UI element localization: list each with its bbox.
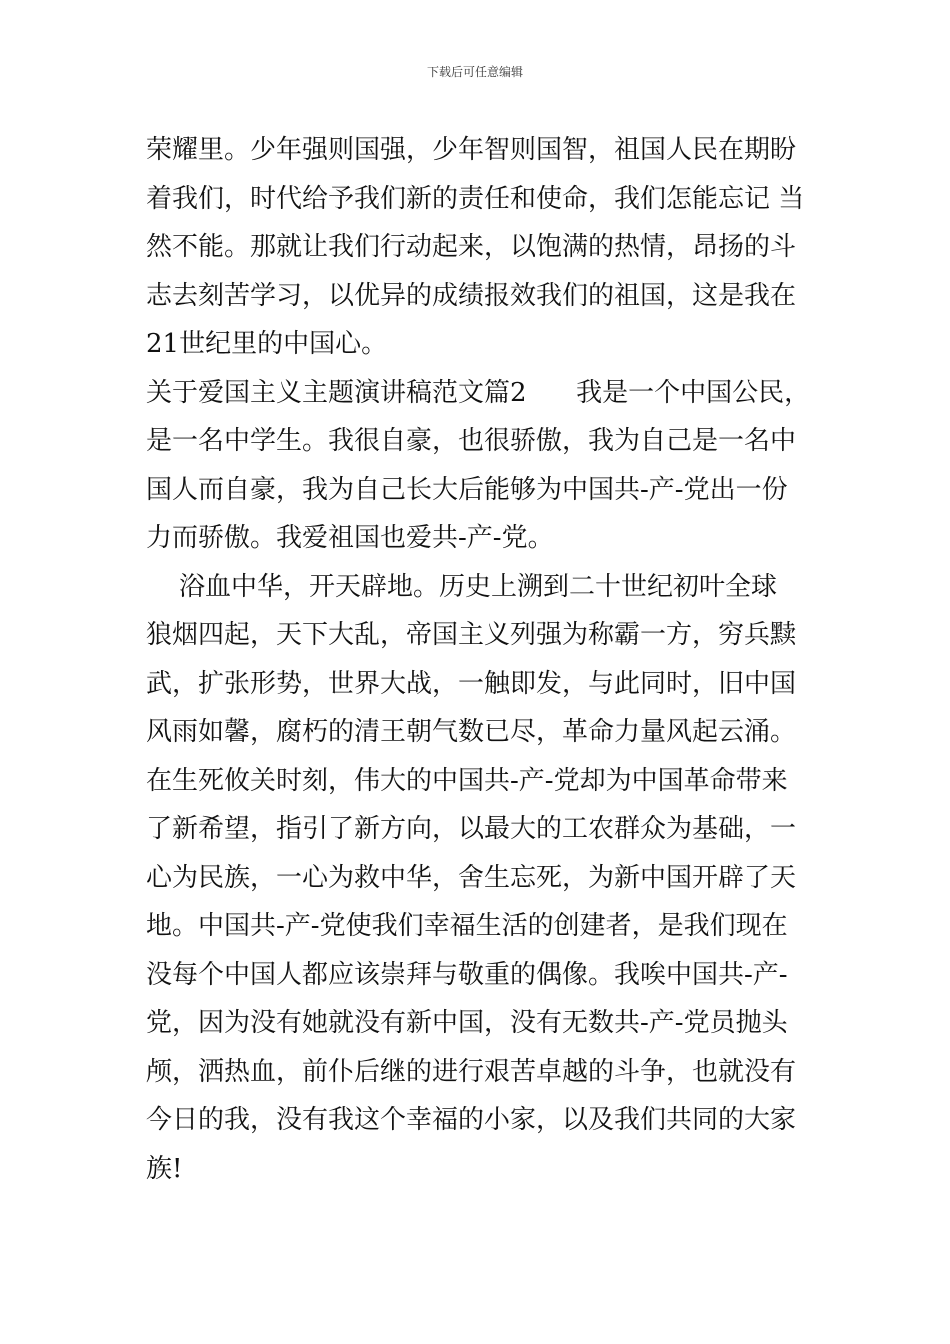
paragraph-start-line: 浴血中华，开天辟地。历史上溯到二十世纪初叶全球 [146, 571, 778, 602]
text-line: 荣耀里。少年强则国强，少年智则国智，祖国人民在期盼 [146, 135, 797, 165]
text-line: 着我们，时代给予我们新的责任和使命，我们怎能忘记 当 [146, 183, 805, 214]
text-line: 了新希望，指引了新方向，以最大的工农群众为基础，一 [146, 814, 797, 844]
text-line: 21世纪里的中国心。 [146, 329, 388, 359]
text-line: 然不能。那就让我们行动起来，以饱满的热情，昂扬的斗 [146, 232, 797, 262]
text-line: 国人而自豪，我为自己长大后能够为中国共-产-党出一份 [146, 474, 788, 505]
section-title-line: 关于爱国主义主题演讲稿范文篇2 我是一个中国公民， [146, 377, 811, 408]
page-header: 下载后可任意编辑 [426, 65, 523, 79]
text-line: 狼烟四起，天下大乱，帝国主义列强为称霸一方，穷兵黩 [146, 620, 797, 650]
document-body [146, 126, 811, 1193]
text-line: 党，因为没有她就没有新中国，没有无数共-产-党员抛头 [146, 1008, 788, 1038]
text-line: 力而骄傲。我爱祖国也爱共-产-党。 [146, 523, 554, 553]
text-line: 是一名中学生。我很自豪，也很骄傲，我为自己是一名中 [146, 426, 797, 456]
text-line: 颅，洒热血，前仆后继的进行艰苦卓越的斗争，也就没有 [146, 1056, 797, 1087]
text-line: 地。中国共-产-党使我们幸福生活的创建者，是我们现在 [146, 911, 788, 941]
text-line: 风雨如馨，腐朽的清王朝气数已尽，革命力量风起云涌。 [146, 717, 797, 747]
text-line: 心为民族，一心为救中华，舍生忘死，为新中国开辟了天 [146, 862, 797, 893]
text-line: 志去刻苦学习，以优异的成绩报效我们的祖国，这是我在 [146, 280, 797, 311]
text-line: 没每个中国人都应该崇拜与敬重的偶像。我唉中国共-产- [146, 959, 788, 990]
text-line: 族! [146, 1153, 183, 1184]
text-line: 在生死攸关时刻，伟大的中国共-产-党却为中国革命带来 [146, 765, 788, 796]
text-line: 今日的我，没有我这个幸福的小家，以及我们共同的大家 [146, 1105, 797, 1135]
text-line: 武，扩张形势，世界大战，一触即发，与此同时，旧中国 [146, 668, 797, 699]
